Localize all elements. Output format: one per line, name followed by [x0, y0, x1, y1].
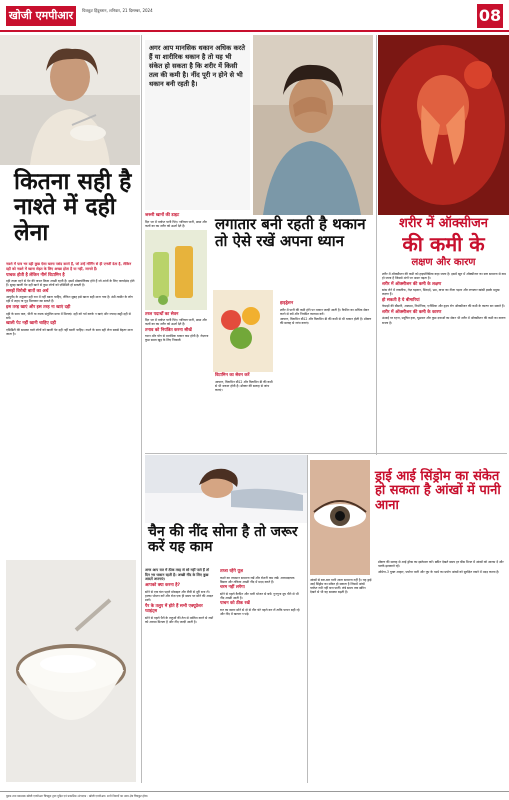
yogurt-bowl-photo	[6, 560, 136, 782]
drinks-photo	[145, 230, 207, 310]
oxygen-subhead-2: हो सकती है ये बीमारियां	[382, 297, 420, 303]
column-divider	[141, 35, 142, 783]
fatigue-col-subhead-2: हाइड्रेशन	[280, 301, 294, 306]
dryeye-body-3: ओमेगा-3 युक्त आहार, पर्याप्त पानी और धूप के चश्मे का प्रयोग आंखों को सुरक्षित रखने में मदद करता है।	[378, 569, 500, 574]
yogurt-subhead-1: पाचक होती है लेकिन नीर्म विटामिन है	[6, 272, 65, 278]
yogurt-headline: कितना सही है नाश्ते में दही लेना	[14, 169, 132, 246]
oxygen-subhead-1: शरीर में ऑक्सीजन की कमी के लक्षण	[382, 281, 442, 287]
newspaper-logo: खोजी एमपीआर	[6, 6, 76, 26]
sleep-headline: चैन की नींद सोना है तो जरूर करें यह काम	[148, 524, 298, 556]
sleep-mid-body-2: सोने से पहले कैफीन और भारी भोजन से बचें। गुनगुना दूध पीने से भी नींद अच्छी आती है।	[220, 591, 299, 600]
fatigue-top-text: अगर आप मानसिक थकान अधिक करते हैं या शारीरिक थकान है तो यह भी संकेत हो सकता है कि शरीर में किसी तत्व की कमी है। नींद पूरी न होने से भी थकान बनी रहती है।	[145, 40, 250, 210]
lungs-illustration	[378, 35, 509, 215]
dryeye-headline: ड्राई आई सिंड्रोम का संकेत हो सकता है आंखों में पानी आना	[375, 469, 501, 513]
fatigue-side-body-1: दिन भर में पर्याप्त पानी पिएं। नारियल पानी, छाछ और फलों का रस शरीर को ऊर्जा देते हैं।	[145, 219, 207, 228]
fatigue-side-subhead-1: तरल पदार्थों का सेवन	[145, 311, 179, 317]
masthead	[0, 0, 509, 32]
eye-closeup-photo	[310, 460, 370, 575]
fatigue-col-body-1-cont: आयरन, विटामिन बी12 और विटामिन डी की कमी से भी थकान होती है। डॉक्टर की सलाह से जांच कराएं।	[280, 317, 372, 326]
oxygen-body-2: फेफड़ों की बीमारी, अस्थमा, निमोनिया, एनीमिया और हृदय रोग ऑक्सीजन की कमी के कारण बन सकते हैं।	[382, 304, 505, 309]
dryeye-body-1: आंखों से बार-बार पानी आना सामान्य नहीं है। यह ड्राई आई सिंड्रोम का संकेत हो सकता है जिसमें आंखें पर्याप्त नमी नहीं बना पातीं। लंबे समय तक स्क्रीन देखने से भी यह समस्या बढ़ती है।	[310, 578, 372, 595]
oxygen-subhead-3: शरीर में ऑक्सीजन की कमी के कारण	[382, 309, 442, 315]
sleep-mid-subhead-1: ताजा रहेंगे यूज़	[220, 569, 243, 574]
yogurt-intro: नाश्ते में पाव भर दही कुछ ऐसा खाना पसंद करते हैं, जो उन्हें मॉर्निंग से ही एनर्जी देता है, लेकिन दही को नाश्ते में खाना सेहत के लिए अच्छा होता है या नहीं, जानते हैं।	[6, 262, 132, 271]
sleep-subhead-2: पैर के तलुए में होते हैं सभी एक्यूप्रेशर प्वाइंट्स	[145, 603, 203, 615]
page-number: 08	[477, 4, 503, 28]
fatigue-side-subhead-2: तनाव को नियंत्रित करना सीखें	[145, 327, 192, 333]
oxygen-body-1: सांस लेने में तकलीफ, तेज़ धड़कन, सिरदर्द, भ्रम, त्वचा का नीला पड़ना और लगातार खांसी इसके प्रमुख लक्षण हैं।	[382, 288, 500, 297]
sleep-mid-body-1: कमरे का तापमान सामान्य रखें और रोशनी कम रखें। आरामदायक बिस्तर और तकिया अच्छी नींद में मदद करते हैं।	[220, 575, 295, 584]
column-divider	[376, 35, 377, 455]
fatigue-side-body-2: ध्यान और योग से मानसिक थकान कम होती है। रोज़ाना कुछ समय खुद के लिए निकालें।	[145, 334, 209, 343]
yogurt-subhead-2: समझें विरोधी बातों का अर्थ	[6, 288, 49, 294]
tired-woman-photo	[253, 35, 373, 215]
sleep-subhead-1: आपको क्या करना है?	[145, 583, 180, 589]
column-divider	[307, 455, 308, 783]
fatigue-col-body-1: आयरन, विटामिन बी12 और विटामिन डी की कमी से भी थकान होती है। डॉक्टर की सलाह से जांच कराएं।	[215, 379, 273, 392]
sleep-mid-body-3: रात का खाना सोने से दो से तीन घंटे पहले कर लें ताकि पाचन सही रहे और नींद में खलल न पड़े।	[220, 607, 300, 616]
woman-eating-yogurt-photo	[0, 35, 140, 165]
fatigue-col-body-2: शरीर में पानी की कमी होने पर थकान जल्दी आती है। कैफीन का अधिक सेवन करने से बचें और नियमित व्यायाम करें।	[280, 307, 370, 316]
oxygen-headline: शरीर में ऑक्सीजन की कमी के लक्षण और कारण	[399, 216, 488, 268]
yogurt-body-4: एसिडिटी की समस्या वाले लोगों को खाली पेट दही नहीं खानी चाहिए। नाश्ते के साथ दही लेना सबसे बेहतर माना जाता है।	[6, 327, 133, 336]
section-divider	[145, 453, 507, 454]
yogurt-body-2: आयुर्वेद के अनुसार दही रात में नहीं खाना चाहिए, लेकिन सुबह इसे खाना सही माना गया है। ठंडी तासीर के लोग दही में शहद या गुड़ मिलाकर खा सकते हैं।	[6, 295, 133, 304]
yogurt-body-1: दही ताज़ा रहने से पेट की पाचन क्रिया अच्छी रहती है। इसमें प्रोबायोटिक्स होते हैं जो आंतों के लिए फायदेमंद होते हैं। सुबह खाली पेट दही खाने से कुछ लोगों को एसिडिटी हो सकती है।	[6, 279, 135, 288]
fatigue-diet-title: जरूरी खानों की डाइट	[145, 213, 180, 218]
oxygen-body-3: ऊंचाई पर रहना, प्रदूषित हवा, धूम्रपान और कुछ दवाओं का सेवन भी शरीर में ऑक्सीजन की कमी का कारण बनता है।	[382, 316, 506, 325]
dateline: चित्रकूट हिंदुस्तान, शनिवार, 21 दिसम्बर, 2024	[82, 8, 153, 13]
fatigue-side-body-1b: दिन भर में पर्याप्त पानी पिएं। नारियल पानी, छाछ और फलों का रस शरीर को ऊर्जा देते हैं।	[145, 318, 207, 327]
imprint-footer: मुद्रक तथा प्रकाशक खोजी एमपीआर चित्रकूट द्वारा मुद्रित एवं प्रकाशित। संपादक : खोजी एमपीआर। सभी विवादों का न्याय क्षेत्र चित्रकूट होगा।	[0, 791, 509, 800]
sleeping-woman-photo	[145, 455, 307, 523]
sleep-mid-subhead-3: पाचन को ठीक रखें	[220, 601, 250, 607]
dryeye-body-2: डॉक्टर की सलाह से आई ड्रॉप्स का इस्तेमाल करें। स्क्रीन देखते समय हर बीस मिनट में आंखों को आराम दें और पलकें झपकाते रहें।	[378, 560, 504, 569]
yogurt-subhead-4: खाली पेट नहीं खानी चाहिए दही	[6, 321, 56, 327]
yogurt-body-3: दही के साथ फल, चीनी या नमक संतुलित मात्रा में मिलाएं। दही को गर्म करके न खाएं और ज्यादा खट्टी दही से बचें।	[6, 311, 131, 320]
sleep-body-2: सोने से पहले पैरों के तलुओं की तेल से मालिश करने से नसों को आराम मिलता है और नींद जल्दी आती है।	[145, 615, 214, 624]
sleep-body-1: सोने से एक घंटा पहले मोबाइल और टीवी से दूरी बना लें। हल्का भोजन करें और रोज़ एक ही समय पर सोने की आदत डालें।	[145, 589, 214, 602]
sleep-mid-subhead-2: चरम नहीं लगेगा	[220, 585, 245, 591]
fatigue-headline: लगातार बनी रहती है थकान तो ऐसे रखें अपना ध्यान	[215, 215, 366, 250]
yogurt-subhead-3: इस तरह खाएं और इस तरह ना खाएं दही	[6, 305, 71, 311]
oxygen-body: शरीर में ऑक्सीजन की कमी को हाइपोक्सिया कहा जाता है। इसमें खून में ऑक्सीजन का स्तर सामान्य से कम हो जाता है जिससे अंगों पर असर पड़ता है।	[382, 272, 506, 281]
sleep-intro: अगर आप रात में ठीक तरह से सो नहीं पाते हैं तो दिन भर थकान रहती है। अच्छी नींद के लिए कुछ आदतें अपनाएं।	[145, 568, 210, 582]
fatigue-col-subhead-1: विटामिन का सेवन करें	[215, 373, 250, 378]
fruit-bowl-photo	[213, 290, 273, 372]
